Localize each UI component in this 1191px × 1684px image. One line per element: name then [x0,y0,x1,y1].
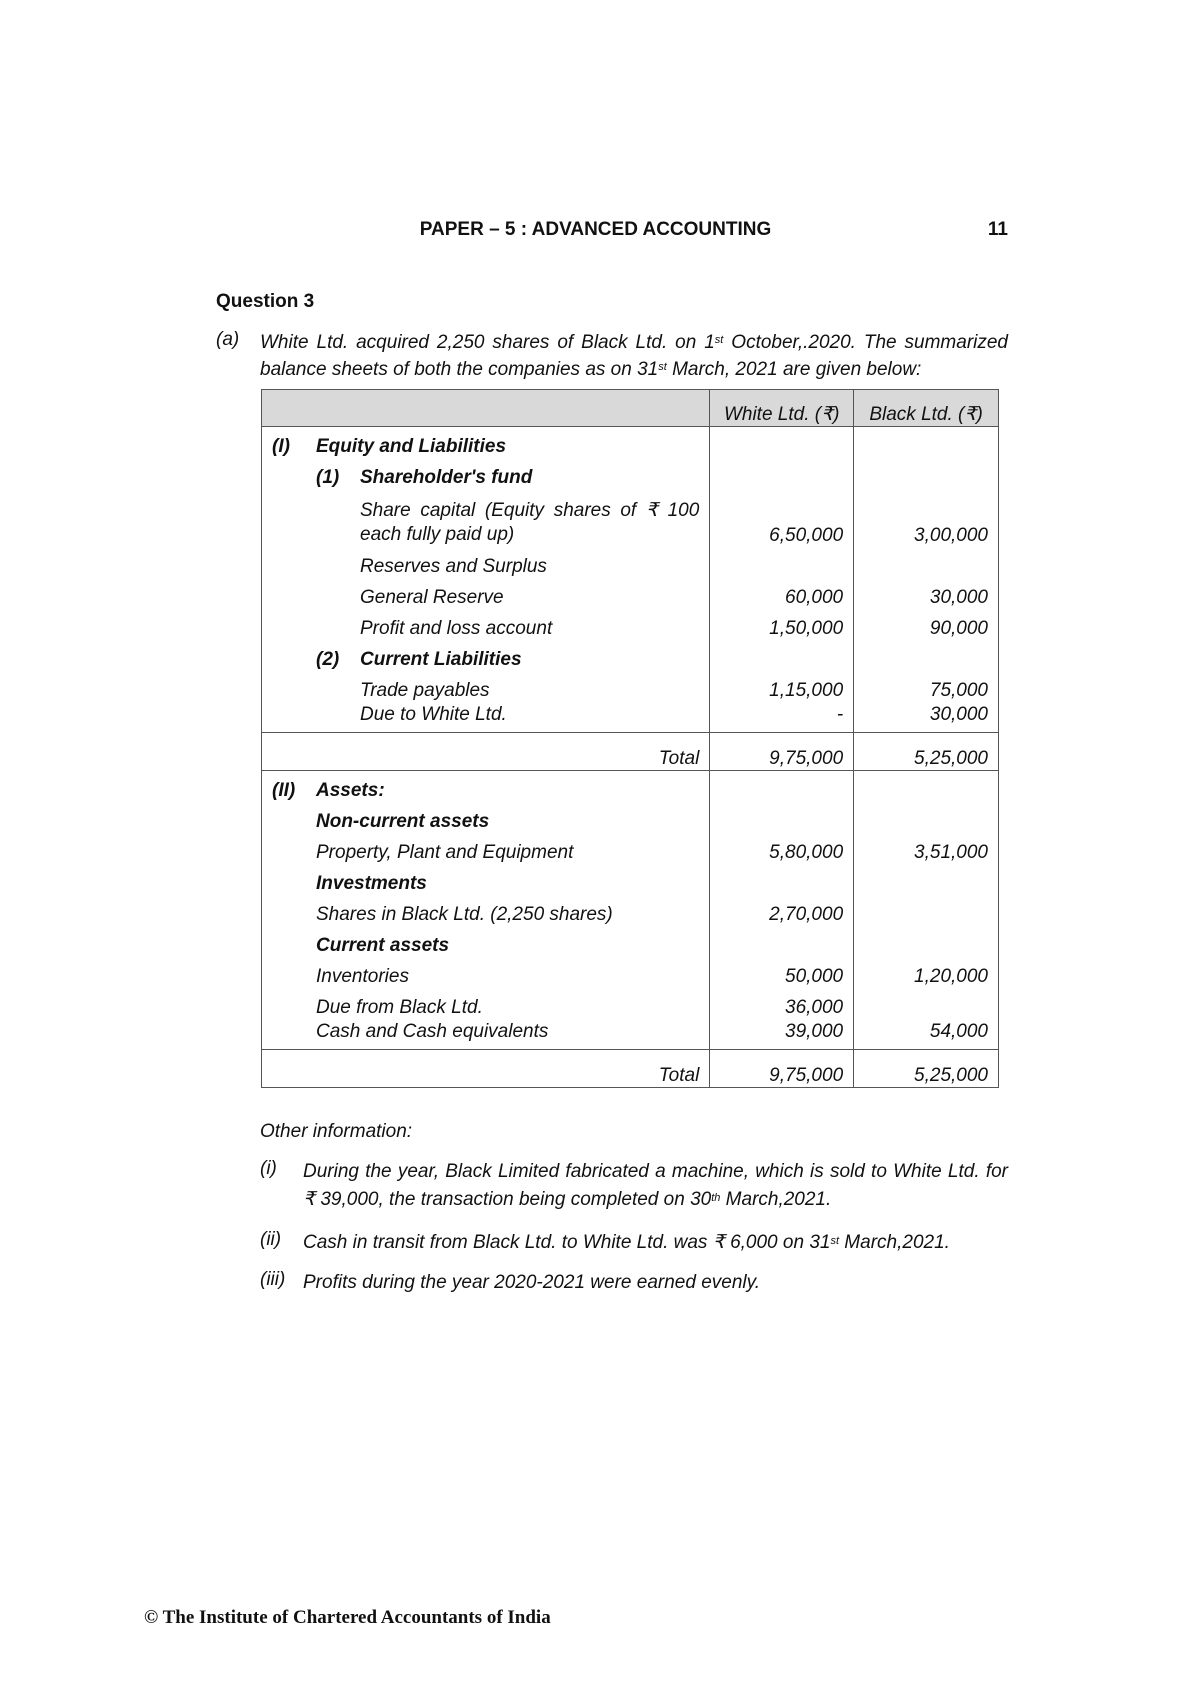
table-row [262,833,999,864]
table-row [262,957,999,988]
balance-sheet-table [261,389,999,1088]
section-number: (II) [272,779,296,801]
row-label: Profit and loss account [360,617,553,639]
other-info-text: During the year, Black Limited fabricated a machine, which is sold to White Ltd. for ₹ 39,000, the transaction being completed on 30th March,2021. [303,1161,1008,1210]
group-title: Current assets [316,934,450,956]
cell-value: 36,000 [710,988,854,1019]
section-number: (I) [272,435,290,457]
total-row [262,733,999,771]
question-heading: Question 3 [216,291,315,312]
table-row [262,702,999,733]
header-blank-cell [262,390,710,427]
table-row [262,895,999,926]
table-row [262,988,999,1019]
section-title: Assets: [316,779,385,801]
table-row [262,427,999,458]
other-info-number: (iii) [260,1269,286,1290]
cell-value [854,988,999,1019]
page-header-title: PAPER – 5 : ADVANCED ACCOUNTING [419,219,772,240]
table-row [262,926,999,957]
cell-value: 1,15,000 [710,671,854,702]
cell-value: 5,80,000 [710,833,854,864]
cell-value: 1,20,000 [854,957,999,988]
row-label: Property, Plant and Equipment [316,841,574,863]
section-title: Equity and Liabilities [316,435,507,457]
cell-value: 75,000 [854,671,999,702]
table-row [262,609,999,640]
other-info-text: Cash in transit from Black Ltd. to White Ltd. was ₹ 6,000 on 31st March,2021. [303,1232,950,1253]
group-title: Investments [316,872,427,894]
other-info-number: (ii) [260,1229,282,1250]
row-label: Shares in Black Ltd. (2,250 shares) [316,903,613,925]
total-label: Total [262,733,710,771]
col-header-white: White Ltd. (₹) [710,390,854,427]
page-number: 11 [987,219,1008,240]
total-value: 9,75,000 [710,733,854,771]
table-row [262,802,999,833]
table-row [262,458,999,489]
table-row [262,489,999,547]
total-value: 5,25,000 [854,1050,999,1088]
row-label: Cash and Cash equivalents [316,1021,549,1042]
subsection-number: (1) [316,466,340,488]
cell-value: 30,000 [854,702,999,733]
table-row [262,547,999,578]
row-label: Share capital (Equity shares of ₹ 100 each fully paid up) [360,499,700,545]
total-value: 9,75,000 [710,1050,854,1088]
row-label: Inventories [316,965,409,987]
cell-value: 6,50,000 [710,489,854,547]
row-label: Trade payables [360,679,490,701]
table-row [262,640,999,671]
cell-value: 1,50,000 [710,609,854,640]
question-intro: White Ltd. acquired 2,250 shares of Black Ltd. on 1st October,.2020. The summarized balance sheets of both the companies as on 31st March, 2021 are given below: [260,332,1009,380]
cell-value: 39,000 [710,1019,854,1050]
row-label: Reserves and Surplus [360,555,547,577]
row-label: General Reserve [360,586,504,608]
table-row [262,671,999,702]
row-label: Due to White Ltd. [360,704,507,725]
cell-value: 60,000 [710,578,854,609]
total-label: Total [262,1050,710,1088]
cell-value: 2,70,000 [710,895,854,926]
total-row [262,1050,999,1088]
cell-value: - [710,702,854,733]
table-header-row [262,390,999,427]
cell-value: 30,000 [854,578,999,609]
cell-value [854,895,999,926]
cell-value: 54,000 [854,1019,999,1050]
subsection-number: (2) [316,648,340,670]
other-info-heading: Other information: [260,1121,413,1142]
other-info-text: Profits during the year 2020-2021 were earned evenly. [303,1272,760,1293]
cell-value: 50,000 [710,957,854,988]
page-footer: © The Institute of Chartered Accountants of India [144,1607,551,1628]
table-row [262,771,999,802]
subsection-title: Current Liabilities [360,648,522,670]
table-row [262,1019,999,1050]
question-part-label: (a) [216,329,240,350]
total-value: 5,25,000 [854,733,999,771]
table-row [262,578,999,609]
table-row [262,864,999,895]
other-info-number: (i) [260,1158,277,1179]
subsection-title: Shareholder's fund [360,466,533,488]
col-header-black: Black Ltd. (₹) [854,390,999,427]
cell-value: 3,51,000 [854,833,999,864]
group-title: Non-current assets [316,810,490,832]
row-label: Due from Black Ltd. [316,996,483,1018]
cell-value: 90,000 [854,609,999,640]
cell-value: 3,00,000 [854,489,999,547]
